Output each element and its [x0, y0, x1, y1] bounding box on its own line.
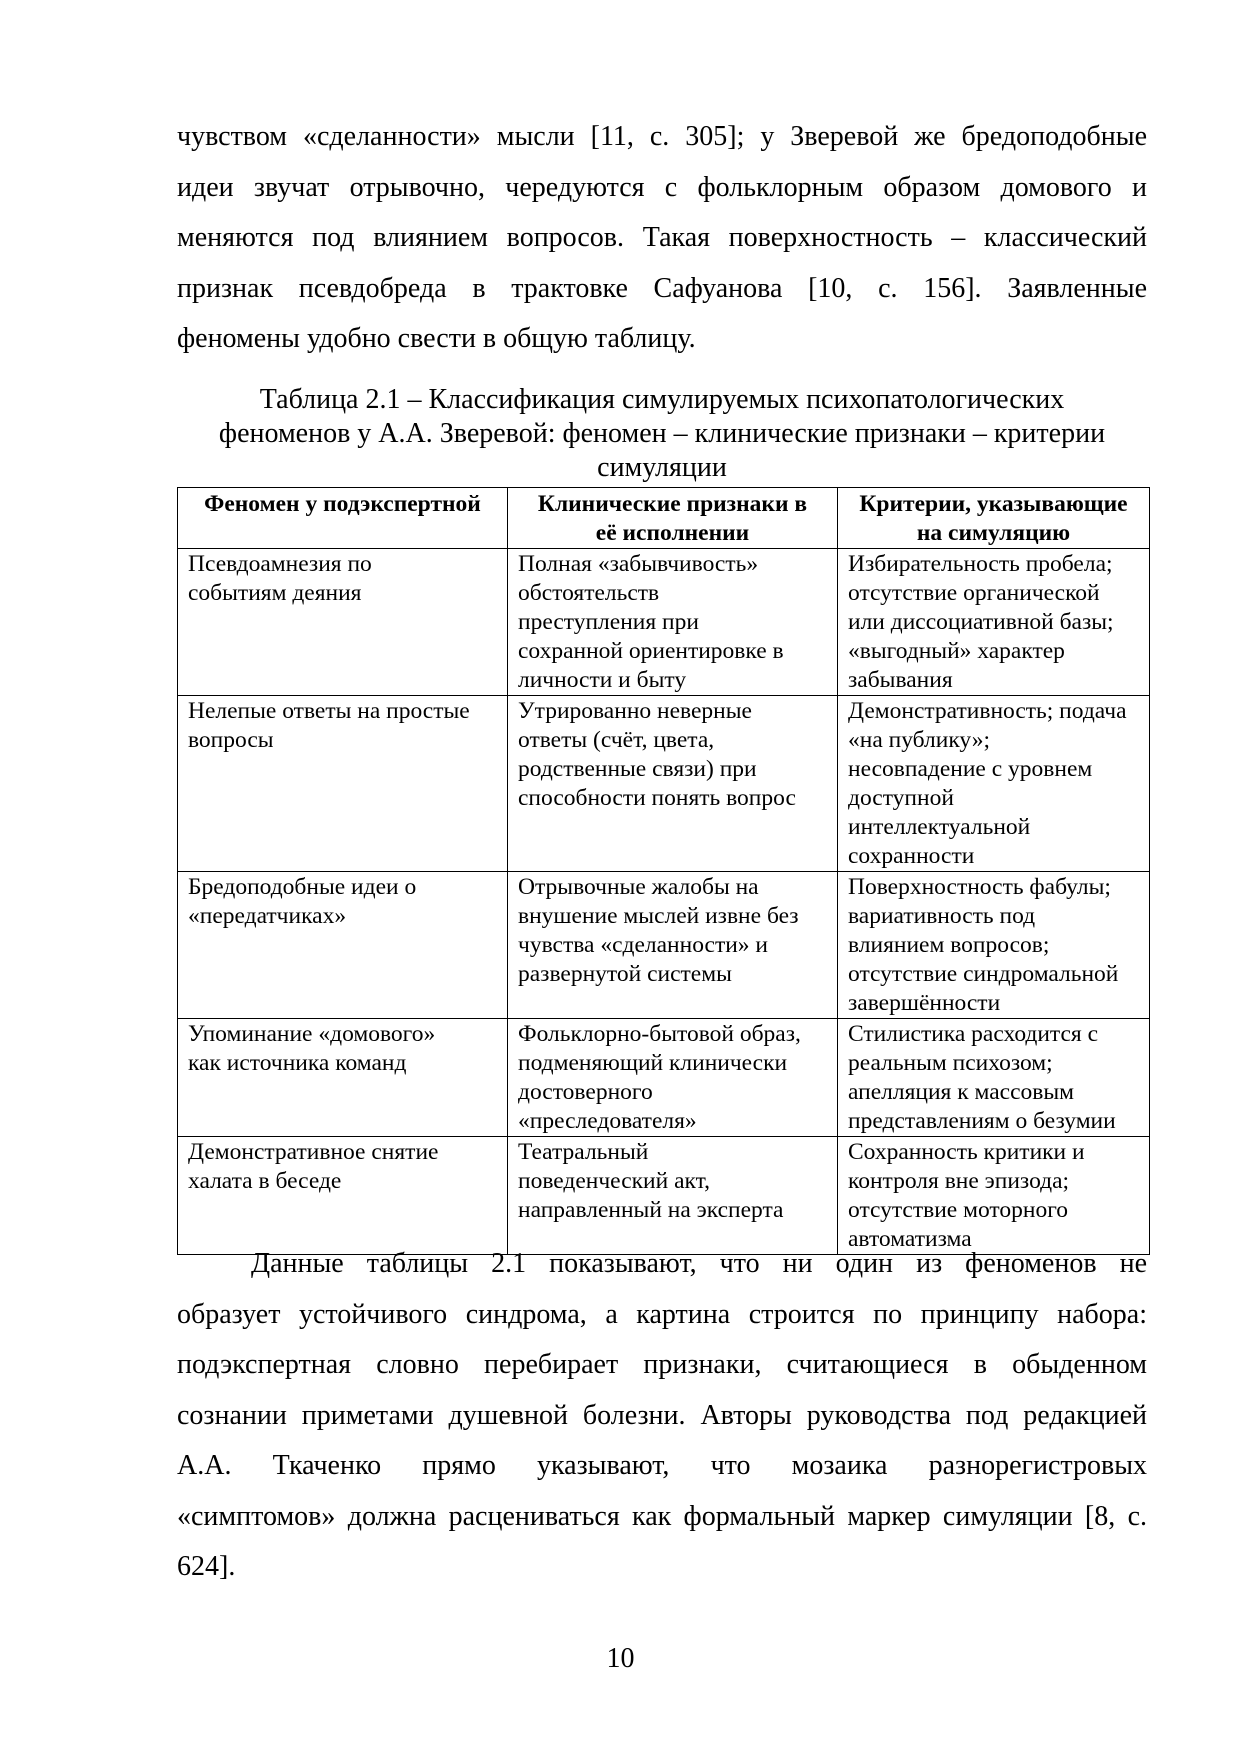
- cell-text: достоверного: [518, 1079, 653, 1105]
- phenomena-table: [177, 487, 1150, 1255]
- table-cell: [178, 1019, 508, 1137]
- cell-text: завершённости: [848, 990, 1001, 1016]
- cell-text: направленный на эксперта: [518, 1197, 784, 1223]
- cell-text: апелляция к массовым: [848, 1079, 1075, 1105]
- cell-text: несовпадение с уровнем: [848, 756, 1093, 782]
- table-cell: [838, 549, 1150, 696]
- table-cell: [508, 549, 838, 696]
- table-header-cell: [178, 488, 508, 549]
- cell-text: Бредоподобные идеи о: [188, 874, 417, 900]
- paragraph-line: Данные таблицы 2.1 показывают, что ни один из феноменов не: [251, 1248, 1147, 1279]
- header-text: Феномен у подэкспертной: [204, 491, 481, 517]
- cell-text: событиям деяния: [188, 580, 362, 606]
- cell-text: Стилистика расходится с: [848, 1021, 1099, 1047]
- cell-text: родственные связи) при: [518, 756, 757, 782]
- cell-text: или диссоциативной базы;: [848, 609, 1114, 635]
- cell-text: сохранности: [848, 843, 975, 869]
- paragraph-line: 624].: [177, 1551, 236, 1582]
- cell-text: чувства «сделанности» и: [518, 932, 769, 958]
- cell-text: сохранной ориентировке в: [518, 638, 784, 664]
- caption-line: симуляции: [597, 452, 727, 483]
- table-cell: [508, 1019, 838, 1137]
- paragraph-line: признак псевдобреда в трактовке Сафуанова [10, с. 156]. Заявленные: [177, 272, 1147, 304]
- cell-text: Сохранность критики и: [848, 1139, 1085, 1165]
- header-text: её исполнении: [595, 520, 750, 546]
- table-row: [178, 549, 1150, 696]
- table-cell: [508, 696, 838, 872]
- cell-text: «преследователя»: [518, 1108, 697, 1134]
- paragraph-line: образует устойчивого синдрома, а картина строится по принципу набора:: [177, 1298, 1147, 1330]
- header-text: на симуляцию: [916, 520, 1071, 546]
- cell-text: личности и быту: [518, 667, 687, 693]
- paragraph-line: чувством «сделанности» мысли [11, с. 305]; у Зверевой же бредоподобные: [177, 121, 1147, 152]
- table-row: [178, 872, 1150, 1019]
- cell-text: Фольклорно-бытовой образ,: [518, 1021, 801, 1047]
- table-cell: [838, 1019, 1150, 1137]
- cell-text: ответы (счёт, цвета,: [518, 727, 715, 753]
- paragraph-line: меняются под влиянием вопросов. Такая поверхностность – классический: [177, 222, 1147, 253]
- table-cell: [178, 549, 508, 696]
- caption-line: феноменов у А.А. Зверевой: феномен – клинические признаки – критерии: [218, 418, 1106, 449]
- cell-text: вопросы: [188, 727, 274, 753]
- paragraph-line: сознании приметами душевной болезни. Авторы руководства под редакцией: [177, 1399, 1147, 1431]
- paragraph-line: А.А. Ткаченко прямо указывают, что мозаика разнорегистровых: [177, 1450, 1147, 1481]
- table-header-cell: [508, 488, 838, 549]
- paragraph-line: идеи звучат отрывочно, чередуются с фольклорным образом домового и: [177, 171, 1147, 203]
- page-number: 10: [606, 1643, 635, 1674]
- cell-text: Демонстративное снятие: [188, 1139, 439, 1165]
- table-cell: [178, 872, 508, 1019]
- table-cell: [838, 696, 1150, 872]
- cell-text: представлениям о безумии: [848, 1108, 1116, 1134]
- cell-text: преступления при: [518, 609, 699, 635]
- header-text: Критерии, указывающие: [859, 491, 1128, 517]
- table-cell: [178, 696, 508, 872]
- cell-text: отсутствие органической: [848, 580, 1100, 606]
- body-paragraph-top: [177, 112, 1147, 365]
- cell-text: способности понять вопрос: [518, 785, 796, 811]
- paragraph-line: «симптомов» должна расцениваться как формальный маркер симуляции [8, с.: [177, 1500, 1147, 1532]
- paragraph-line: подэкспертная словно перебирает признаки, считающиеся в обыденном: [177, 1349, 1147, 1380]
- cell-text: Отрывочные жалобы на: [518, 874, 759, 900]
- table-cell: [838, 872, 1150, 1019]
- table-header-row: [178, 488, 1150, 549]
- cell-text: отсутствие моторного: [848, 1197, 1069, 1223]
- cell-text: Упоминание «домового»: [188, 1021, 436, 1047]
- cell-text: влиянием вопросов;: [848, 932, 1050, 958]
- cell-text: Избирательность пробела;: [848, 551, 1113, 577]
- cell-text: развернутой системы: [518, 961, 732, 987]
- cell-text: Театральный: [518, 1139, 649, 1165]
- cell-text: Нелепые ответы на простые: [188, 698, 470, 724]
- table-header-cell: [838, 488, 1150, 549]
- cell-text: отсутствие синдромальной: [848, 961, 1119, 987]
- cell-text: как источника команд: [188, 1050, 407, 1076]
- table-cell: [508, 1137, 838, 1255]
- cell-text: забывания: [848, 667, 953, 693]
- cell-text: Утрированно неверные: [518, 698, 752, 724]
- cell-text: вариативность под: [848, 903, 1036, 929]
- paragraph-line: феномены удобно свести в общую таблицу.: [177, 323, 696, 354]
- cell-text: «передатчиках»: [188, 903, 347, 929]
- table-cell: [838, 1137, 1150, 1255]
- table-caption: [177, 383, 1147, 485]
- table-cell: [178, 1137, 508, 1255]
- table-row: [178, 1137, 1150, 1255]
- cell-text: внушение мыслей извне без: [518, 903, 799, 929]
- body-paragraph-bottom: [177, 1239, 1147, 1593]
- cell-text: Псевдоамнезия по: [188, 551, 372, 577]
- cell-text: интеллектуальной: [848, 814, 1031, 840]
- cell-text: «выгодный» характер: [848, 638, 1065, 664]
- cell-text: подменяющий клинически: [518, 1050, 788, 1076]
- header-text: Клинические признаки в: [537, 491, 808, 517]
- table-row: [178, 1019, 1150, 1137]
- cell-text: Демонстративность; подача: [848, 698, 1127, 724]
- cell-text: доступной: [848, 785, 954, 811]
- cell-text: поведенческий акт,: [518, 1168, 710, 1194]
- cell-text: халата в беседе: [188, 1168, 342, 1194]
- cell-text: Поверхностность фабулы;: [848, 874, 1111, 900]
- cell-text: автоматизма: [848, 1226, 972, 1252]
- cell-text: реальным психозом;: [848, 1050, 1053, 1076]
- cell-text: обстоятельств: [518, 580, 660, 606]
- cell-text: «на публику»;: [848, 727, 991, 753]
- table-row: [178, 696, 1150, 872]
- caption-line: Таблица 2.1 – Классификация симулируемых психопатологических: [259, 384, 1065, 415]
- cell-text: Полная «забывчивость»: [518, 551, 759, 577]
- cell-text: контроля вне эпизода;: [848, 1168, 1070, 1194]
- table-cell: [508, 872, 838, 1019]
